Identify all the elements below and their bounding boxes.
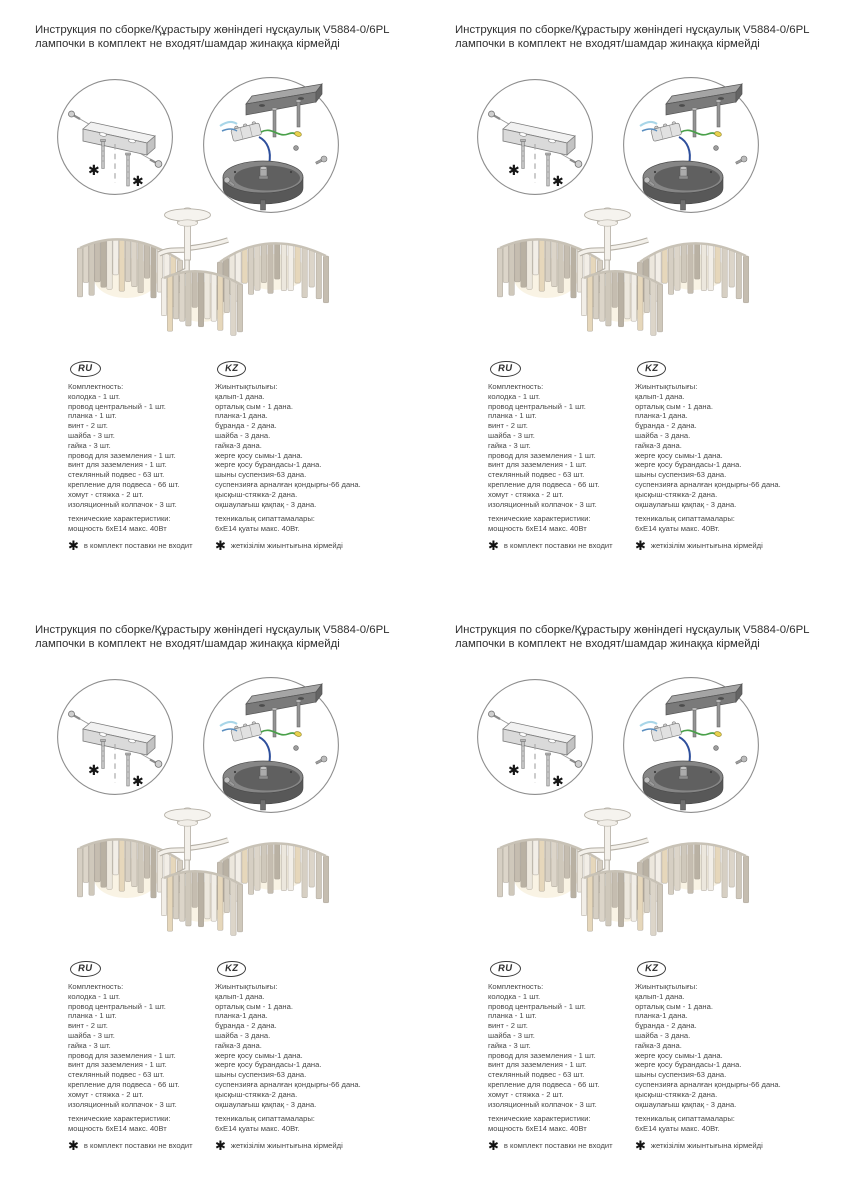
bracket-mounting-diagram [476, 78, 594, 196]
component-item: бұранда - 2 дана. [215, 421, 277, 431]
chandelier-canopy [585, 808, 631, 826]
component-item: провод для заземления - 1 шт. [488, 450, 596, 460]
ru-component-list [488, 992, 632, 1110]
component-item: қалып-1 дана. [635, 991, 685, 1001]
ru-list-title: Комплектность: [488, 382, 544, 391]
asterisk-icon: ✱ [488, 1137, 499, 1153]
ground-nut-icon [294, 146, 299, 151]
kz-badge-label: KZ [224, 962, 239, 975]
chandelier-stem [605, 822, 611, 860]
component-item: жерге қосу бұрандасы-1 дана. [635, 1060, 742, 1070]
ru-tech-value: мощность 6хЕ14 макс. 40Вт [488, 1124, 587, 1134]
ru-footnote-text: в комплект поставки не входит [83, 541, 193, 551]
ru-tech-title: технические характеристики: [488, 1114, 591, 1124]
instruction-sheet [420, 600, 844, 1200]
component-item: гайка - 3 шт. [488, 1040, 531, 1050]
ru-section [68, 958, 212, 1151]
ru-badge-label: RU [497, 962, 513, 975]
component-item: изоляционный колпачок - 3 шт. [488, 1099, 597, 1109]
component-item: винт для заземления - 1 шт. [488, 460, 587, 470]
component-item: гайка - 3 шт. [68, 1040, 111, 1050]
chandelier-canopy [165, 208, 211, 226]
component-item: жерге қосу сымы-1 дана. [215, 1050, 303, 1060]
component-item: крепление для подвеса - 66 шт. [488, 1079, 600, 1089]
component-item: планка - 1 шт. [488, 411, 537, 421]
asterisk-icon: ✱ [635, 537, 646, 553]
component-item: винт - 2 шт. [68, 421, 108, 431]
chandelier-illustration [74, 800, 334, 952]
component-item: винт - 2 шт. [68, 1021, 108, 1031]
component-item: шыны суспензия-63 дана. [215, 470, 307, 480]
ru-tech-specs [68, 1114, 212, 1134]
ru-tech-value: мощность 6хЕ14 макс. 40Вт [68, 524, 167, 534]
component-item: гайка-3 дана. [635, 1040, 682, 1050]
component-item: винт - 2 шт. [488, 1021, 528, 1031]
component-item: гайка-3 дана. [215, 1040, 262, 1050]
chandelier-canopy [585, 208, 631, 226]
component-item: суспензияға арналған қондырғы-66 дана. [215, 1079, 361, 1089]
component-item: орталық сым - 1 дана. [215, 1001, 293, 1011]
kz-footnote-text: жеткізілім жиынтығына кірмейді [650, 541, 763, 551]
ru-tech-title: технические характеристики: [488, 514, 591, 524]
ru-footnote [68, 537, 212, 553]
chandelier-illustration [494, 800, 754, 952]
component-item: шыны суспензия-63 дана. [635, 470, 727, 480]
kz-tech-specs [635, 514, 817, 534]
bracket-mounting-diagram [476, 678, 594, 796]
component-item: қысқыш-стяжка-2 дана. [635, 489, 718, 499]
ru-tech-specs [68, 514, 212, 534]
asterisk-icon: ✱ [635, 1137, 646, 1153]
not-included-asterisk-icon: ✱ [132, 773, 144, 789]
not-included-asterisk-icon: ✱ [552, 773, 564, 789]
ru-footnote [488, 1137, 632, 1153]
component-item: крепление для подвеса - 66 шт. [68, 1079, 180, 1089]
component-item: қысқыш-стяжка-2 дана. [635, 1089, 718, 1099]
component-item: изоляционный колпачок - 3 шт. [68, 1099, 177, 1109]
ru-language-badge [490, 960, 521, 977]
component-item: оқшаулағыш қақпақ - 3 дана. [635, 499, 737, 509]
canopy-wiring-diagram [622, 76, 760, 214]
kz-tech-title: техникалық сипаттамалары: [215, 1114, 315, 1124]
bracket-mounting-diagram [56, 678, 174, 796]
component-item: қысқыш-стяжка-2 дана. [215, 1089, 298, 1099]
component-item: шыны суспензия-63 дана. [215, 1070, 307, 1080]
canopy-wiring-diagram [202, 676, 340, 814]
kz-list-title: Жиынтықтылығы: [215, 982, 278, 991]
component-item: қалып-1 дана. [215, 991, 265, 1001]
ru-section [488, 958, 632, 1151]
bracket-mounting-diagram [56, 78, 174, 196]
component-item: колодка - 1 шт. [488, 991, 541, 1001]
kz-tech-title: техникалық сипаттамалары: [215, 514, 315, 524]
kz-tech-title: техникалық сипаттамалары: [635, 514, 735, 524]
ru-list-title: Комплектность: [488, 982, 544, 991]
kz-badge-label: KZ [644, 962, 659, 975]
kz-footnote [635, 537, 817, 553]
kz-component-list [635, 992, 817, 1110]
component-item: шайба - 3 дана. [635, 1030, 691, 1040]
kz-footnote [215, 1137, 397, 1153]
ground-nut-icon [294, 746, 299, 751]
component-item: винт для заземления - 1 шт. [488, 1060, 587, 1070]
asterisk-icon: ✱ [68, 1137, 79, 1153]
title-line-2: лампочки в комплект не входят/шамдар жинаққа кірмейді [35, 638, 340, 651]
ground-nut-icon [714, 146, 719, 151]
component-item: суспензияға арналған қондырғы-66 дана. [635, 1079, 781, 1089]
ru-tech-title: технические характеристики: [68, 514, 171, 524]
sheet-title [455, 623, 837, 651]
ru-badge-label: RU [77, 962, 93, 975]
ru-footnote-text: в комплект поставки не входит [503, 1141, 613, 1151]
component-item: жерге қосу бұрандасы-1 дана. [635, 460, 742, 470]
ru-footnote [488, 537, 632, 553]
canopy-wiring-diagram [202, 76, 340, 214]
component-item: бұранда - 2 дана. [215, 1021, 277, 1031]
component-item: провод для заземления - 1 шт. [68, 1050, 176, 1060]
kz-footnote [635, 1137, 817, 1153]
ru-footnote [68, 1137, 212, 1153]
kz-tech-value: 6хЕ14 қуаты макс. 40Вт. [215, 524, 300, 534]
component-item: колодка - 1 шт. [488, 391, 541, 401]
ru-tech-value: мощность 6хЕ14 макс. 40Вт [488, 524, 587, 534]
chandelier-illustration [74, 200, 334, 352]
kz-footnote-text: жеткізілім жиынтығына кірмейді [230, 541, 343, 551]
component-item: орталық сым - 1 дана. [635, 1001, 713, 1011]
component-item: планка-1 дана. [635, 411, 688, 421]
component-item: жерге қосу сымы-1 дана. [215, 450, 303, 460]
asterisk-icon: ✱ [68, 537, 79, 553]
asterisk-icon: ✱ [215, 537, 226, 553]
kz-footnote-text: жеткізілім жиынтығына кірмейді [650, 1141, 763, 1151]
kz-tech-value: 6хЕ14 қуаты макс. 40Вт. [635, 1124, 720, 1134]
instruction-sheet [420, 0, 844, 600]
kz-tech-specs [215, 514, 397, 534]
component-item: жерге қосу бұрандасы-1 дана. [215, 460, 322, 470]
kz-language-badge [637, 960, 667, 977]
component-item: жерге қосу сымы-1 дана. [635, 450, 723, 460]
not-included-asterisk-icon: ✱ [88, 762, 100, 778]
kz-tech-value: 6хЕ14 қуаты макс. 40Вт. [215, 1124, 300, 1134]
kz-component-list [215, 992, 397, 1110]
chandelier-canopy [165, 808, 211, 826]
instruction-sheet [0, 600, 424, 1200]
kz-list-title: Жиынтықтылығы: [635, 982, 698, 991]
kz-section [635, 958, 817, 1151]
component-item: провод центральный - 1 шт. [68, 401, 166, 411]
component-item: бұранда - 2 дана. [635, 1021, 697, 1031]
component-item: оқшаулағыш қақпақ - 3 дана. [635, 1099, 737, 1109]
component-item: крепление для подвеса - 66 шт. [488, 479, 600, 489]
title-line-1: Инструкция по сборке/Құрастыру жөніндегі нұсқаулық V5884-0/6PL [35, 24, 390, 36]
kz-tech-value: 6хЕ14 қуаты макс. 40Вт. [635, 524, 720, 534]
kz-tech-specs [215, 1114, 397, 1134]
component-item: винт для заземления - 1 шт. [68, 460, 167, 470]
component-item: винт - 2 шт. [488, 421, 528, 431]
ru-tech-specs [488, 514, 632, 534]
kz-badge-label: KZ [224, 362, 239, 375]
ru-footnote-text: в комплект поставки не входит [83, 1141, 193, 1151]
not-included-asterisk-icon: ✱ [508, 762, 520, 778]
not-included-asterisk-icon: ✱ [132, 173, 144, 189]
asterisk-icon: ✱ [215, 1137, 226, 1153]
ground-nut-icon [714, 746, 719, 751]
component-item: хомут - стяжка - 2 шт. [68, 489, 144, 499]
component-item: оқшаулағыш қақпақ - 3 дана. [215, 499, 317, 509]
instruction-sheet [0, 0, 424, 600]
component-item: планка-1 дана. [635, 1011, 688, 1021]
component-item: гайка - 3 шт. [68, 440, 111, 450]
component-item: оқшаулағыш қақпақ - 3 дана. [215, 1099, 317, 1109]
component-item: шайба - 3 шт. [488, 1030, 535, 1040]
component-item: қысқыш-стяжка-2 дана. [215, 489, 298, 499]
component-item: провод центральный - 1 шт. [488, 401, 586, 411]
component-item: планка - 1 шт. [68, 1011, 117, 1021]
ru-component-list [68, 392, 212, 510]
kz-section [215, 958, 397, 1151]
component-item: провод центральный - 1 шт. [68, 1001, 166, 1011]
component-item: изоляционный колпачок - 3 шт. [488, 499, 597, 509]
component-item: гайка-3 дана. [215, 440, 262, 450]
component-item: шайба - 3 дана. [215, 430, 271, 440]
component-item: орталық сым - 1 дана. [215, 401, 293, 411]
component-item: винт для заземления - 1 шт. [68, 1060, 167, 1070]
ru-section [68, 358, 212, 551]
not-included-asterisk-icon: ✱ [508, 162, 520, 178]
kz-tech-specs [635, 1114, 817, 1134]
ru-language-badge [490, 360, 521, 377]
kz-component-list [215, 392, 397, 510]
kz-badge-label: KZ [644, 362, 659, 375]
component-item: бұранда - 2 дана. [635, 421, 697, 431]
component-item: изоляционный колпачок - 3 шт. [68, 499, 177, 509]
component-item: қалып-1 дана. [215, 391, 265, 401]
ru-component-list [68, 992, 212, 1110]
kz-list-title: Жиынтықтылығы: [635, 382, 698, 391]
canopy-wiring-diagram [622, 676, 760, 814]
component-item: суспензияға арналған қондырғы-66 дана. [215, 479, 361, 489]
ru-language-badge [70, 360, 101, 377]
component-item: орталық сым - 1 дана. [635, 401, 713, 411]
kz-language-badge [637, 360, 667, 377]
component-item: стеклянный подвес - 63 шт. [488, 1070, 585, 1080]
title-line-2: лампочки в комплект не входят/шамдар жинаққа кірмейді [455, 638, 760, 651]
kz-language-badge [217, 960, 247, 977]
title-line-2: лампочки в комплект не входят/шамдар жинаққа кірмейді [455, 38, 760, 51]
component-item: стеклянный подвес - 63 шт. [68, 1070, 165, 1080]
kz-component-list [635, 392, 817, 510]
ru-list-title: Комплектность: [68, 982, 124, 991]
kz-section [635, 358, 817, 551]
title-line-2: лампочки в комплект не входят/шамдар жинаққа кірмейді [35, 38, 340, 51]
sheet-title [35, 23, 417, 51]
chandelier-stem [605, 222, 611, 260]
ru-badge-label: RU [497, 362, 513, 375]
ru-badge-label: RU [77, 362, 93, 375]
component-item: суспензияға арналған қондырғы-66 дана. [635, 479, 781, 489]
component-item: колодка - 1 шт. [68, 391, 121, 401]
component-item: планка-1 дана. [215, 411, 268, 421]
component-item: хомут - стяжка - 2 шт. [68, 1089, 144, 1099]
component-item: шайба - 3 шт. [68, 1030, 115, 1040]
ru-component-list [488, 392, 632, 510]
sheet-title [455, 23, 837, 51]
component-item: стеклянный подвес - 63 шт. [68, 470, 165, 480]
chandelier-stem [185, 822, 191, 860]
component-item: хомут - стяжка - 2 шт. [488, 1089, 564, 1099]
kz-footnote [215, 537, 397, 553]
component-item: қалып-1 дана. [635, 391, 685, 401]
component-item: провод для заземления - 1 шт. [68, 450, 176, 460]
title-line-1: Инструкция по сборке/Құрастыру жөніндегі нұсқаулық V5884-0/6PL [455, 24, 810, 36]
component-item: шыны суспензия-63 дана. [635, 1070, 727, 1080]
component-item: гайка - 3 шт. [488, 440, 531, 450]
component-item: крепление для подвеса - 66 шт. [68, 479, 180, 489]
component-item: гайка-3 дана. [635, 440, 682, 450]
ru-tech-value: мощность 6хЕ14 макс. 40Вт [68, 1124, 167, 1134]
kz-language-badge [217, 360, 247, 377]
chandelier-illustration [494, 200, 754, 352]
component-item: провод для заземления - 1 шт. [488, 1050, 596, 1060]
component-item: жерге қосу сымы-1 дана. [635, 1050, 723, 1060]
title-line-1: Инструкция по сборке/Құрастыру жөніндегі нұсқаулық V5884-0/6PL [35, 624, 390, 636]
component-item: шайба - 3 шт. [488, 430, 535, 440]
component-item: планка-1 дана. [215, 1011, 268, 1021]
title-line-1: Инструкция по сборке/Құрастыру жөніндегі нұсқаулық V5884-0/6PL [455, 624, 810, 636]
ru-language-badge [70, 960, 101, 977]
chandelier-stem [185, 222, 191, 260]
ru-tech-title: технические характеристики: [68, 1114, 171, 1124]
component-item: провод центральный - 1 шт. [488, 1001, 586, 1011]
asterisk-icon: ✱ [488, 537, 499, 553]
not-included-asterisk-icon: ✱ [552, 173, 564, 189]
component-item: колодка - 1 шт. [68, 991, 121, 1001]
ru-tech-specs [488, 1114, 632, 1134]
component-item: планка - 1 шт. [488, 1011, 537, 1021]
not-included-asterisk-icon: ✱ [88, 162, 100, 178]
component-item: жерге қосу бұрандасы-1 дана. [215, 1060, 322, 1070]
component-item: шайба - 3 дана. [215, 1030, 271, 1040]
kz-section [215, 358, 397, 551]
sheet-title [35, 623, 417, 651]
component-item: стеклянный подвес - 63 шт. [488, 470, 585, 480]
ru-footnote-text: в комплект поставки не входит [503, 541, 613, 551]
component-item: планка - 1 шт. [68, 411, 117, 421]
component-item: шайба - 3 шт. [68, 430, 115, 440]
kz-tech-title: техникалық сипаттамалары: [635, 1114, 735, 1124]
component-item: хомут - стяжка - 2 шт. [488, 489, 564, 499]
kz-footnote-text: жеткізілім жиынтығына кірмейді [230, 1141, 343, 1151]
component-item: шайба - 3 дана. [635, 430, 691, 440]
ru-list-title: Комплектность: [68, 382, 124, 391]
kz-list-title: Жиынтықтылығы: [215, 382, 278, 391]
ru-section [488, 358, 632, 551]
